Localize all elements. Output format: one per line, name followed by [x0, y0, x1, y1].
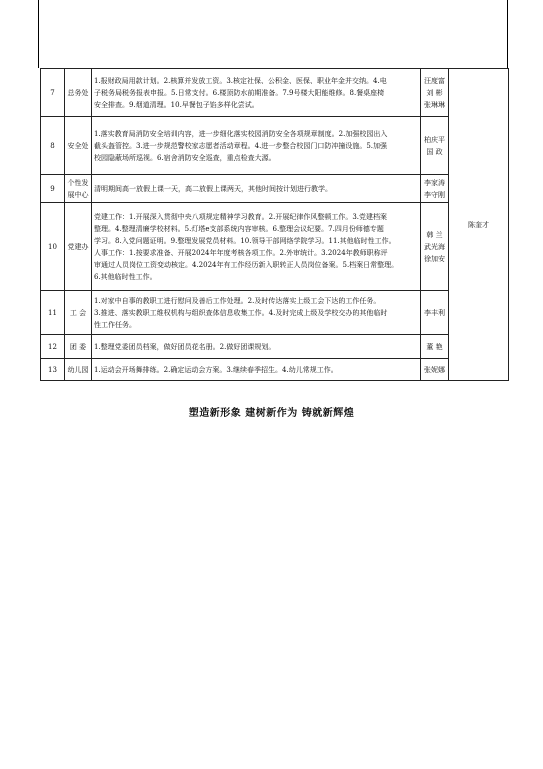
row-number: 10 [41, 203, 65, 291]
page-frame-right-border [507, 0, 508, 68]
table-row [41, 291, 509, 335]
work-plan-table [40, 68, 509, 381]
work-content [92, 175, 421, 203]
content-line: 审通过人员岗位工资变动核定。4.2024年有工作经历新入职转正人员岗位备案。5.档案日常整理。 [94, 260, 399, 269]
content-line: 6.其他临时性工作。 [94, 272, 157, 281]
table-row [41, 69, 509, 117]
work-content [92, 117, 421, 175]
person-name: 张妮娜 [424, 365, 445, 374]
content-line: 1.落实教育局消防安全培训内容，进一步细化落实校园消防安全各项规章制度。2.加强校园出入 [94, 129, 388, 138]
department-name: 总务处 [65, 69, 92, 117]
department-name: 党建办 [65, 203, 92, 291]
department-name: 团 委 [65, 335, 92, 359]
person-name: 李家涛 [424, 178, 445, 187]
department-name: 安全处 [65, 117, 92, 175]
row-number: 11 [41, 291, 65, 335]
responsible-persons [421, 175, 449, 203]
person-name: 汪度富 [424, 76, 445, 85]
content-line: 1.对家中自事的教职工进行慰问及善后工作处理。2.及时传达落实上级工会下达的工作任务。 [94, 296, 381, 305]
row-number: 13 [41, 359, 65, 381]
responsible-persons [421, 69, 449, 117]
responsible-persons [421, 291, 449, 335]
page-frame-left-border [38, 0, 39, 68]
responsible-persons [421, 117, 449, 175]
person-name: 李丰利 [424, 308, 445, 317]
content-line: 校园隐蔽场所巡视。6.宿舍消防安全巡查，重点检查大源。 [94, 153, 276, 162]
responsible-persons [421, 335, 449, 359]
content-line: 1.整理党委团员档案，做好团员花名册。2.做好团课规划。 [94, 342, 276, 351]
content-line: 人事工作：1.按要求准备、开展2024年年度考核各项工作。2.外审统计。3.2024年教师职称评 [94, 248, 388, 257]
row-number: 12 [41, 335, 65, 359]
person-name: 张琳琳 [424, 100, 445, 109]
person-name: 董 艳 [426, 342, 443, 351]
responsible-persons [421, 203, 449, 291]
work-content [92, 203, 421, 291]
table-row [41, 335, 509, 359]
work-content [92, 291, 421, 335]
content-line: 党建工作：1.开展深入贯彻中央八项规定精神学习教育。2.开展纪律作风整顿工作。3.党建档案 [94, 212, 388, 221]
content-line: 整理。4.整理清廉学校材料。5.灯塔e支部系统内容审核。6.整理会议纪要。7.四月份师德专题 [94, 224, 384, 233]
content-line: 安全排查。9.烟道清理。10.早餐包子馅多样化尝试。 [94, 100, 259, 109]
person-name: 刘 彬 [426, 88, 443, 97]
content-line: 性工作任务。 [94, 320, 136, 329]
row-number: 9 [41, 175, 65, 203]
content-line: 截头盔管控。3.进一步规范警校家志愿者活动章程。4.进一步整合校园门口防冲撞设施。5.加强 [94, 141, 388, 150]
person-name: 韩 兰 [426, 230, 443, 239]
person-name: 李守刚 [424, 190, 445, 199]
row-number: 8 [41, 117, 65, 175]
work-content [92, 69, 421, 117]
row-number: 7 [41, 69, 65, 117]
work-content [92, 335, 421, 359]
slogan: 塑造新形象 建树新作为 铸就新辉煌 [188, 408, 355, 419]
content-line: 3.推进、落实教职工维权机构与组织查体信息收集工作。4.及时完成上级及学校交办的其他临时 [94, 308, 388, 317]
work-content [92, 359, 421, 381]
content-line: 清明期间高一放假上课一天，高二放假上课两天，其他时间按计划进行教学。 [94, 184, 332, 193]
table-row [41, 117, 509, 175]
content-line: 学习。8.入党问题证明。9.整理发展党员材料。10.领导干部网络学院学习。11.其他临时性工作。 [94, 236, 396, 245]
person-name: 国 政 [426, 147, 443, 156]
table-row [41, 203, 509, 291]
department-name: 幼儿园 [65, 359, 92, 381]
person-name: 柏庆平 [424, 135, 445, 144]
content-line: 子税务局税务报表申报。5.日常支付。6.楼顶防水前期准备。7.9号楼大阳能维修。8.餐桌座椅 [94, 88, 385, 97]
content-line: 1.报财政局用款计划。2.核算并发放工资。3.核定社保、公积金、医保、职业年金并交纳。4.电 [94, 76, 387, 85]
supervising-leader: 陈奎才 [449, 69, 509, 381]
department-name: 个性发展中心 [65, 175, 92, 203]
person-name: 武光海 [424, 242, 445, 251]
table-row [41, 175, 509, 203]
table-row [41, 359, 509, 381]
person-name: 徐加安 [424, 254, 445, 263]
content-line: 1.运动会开场舞排练。2.确定运动会方案。3.继续春季招生。4.幼儿常规工作。 [94, 365, 338, 374]
department-name: 工 会 [65, 291, 92, 335]
responsible-persons [421, 359, 449, 381]
